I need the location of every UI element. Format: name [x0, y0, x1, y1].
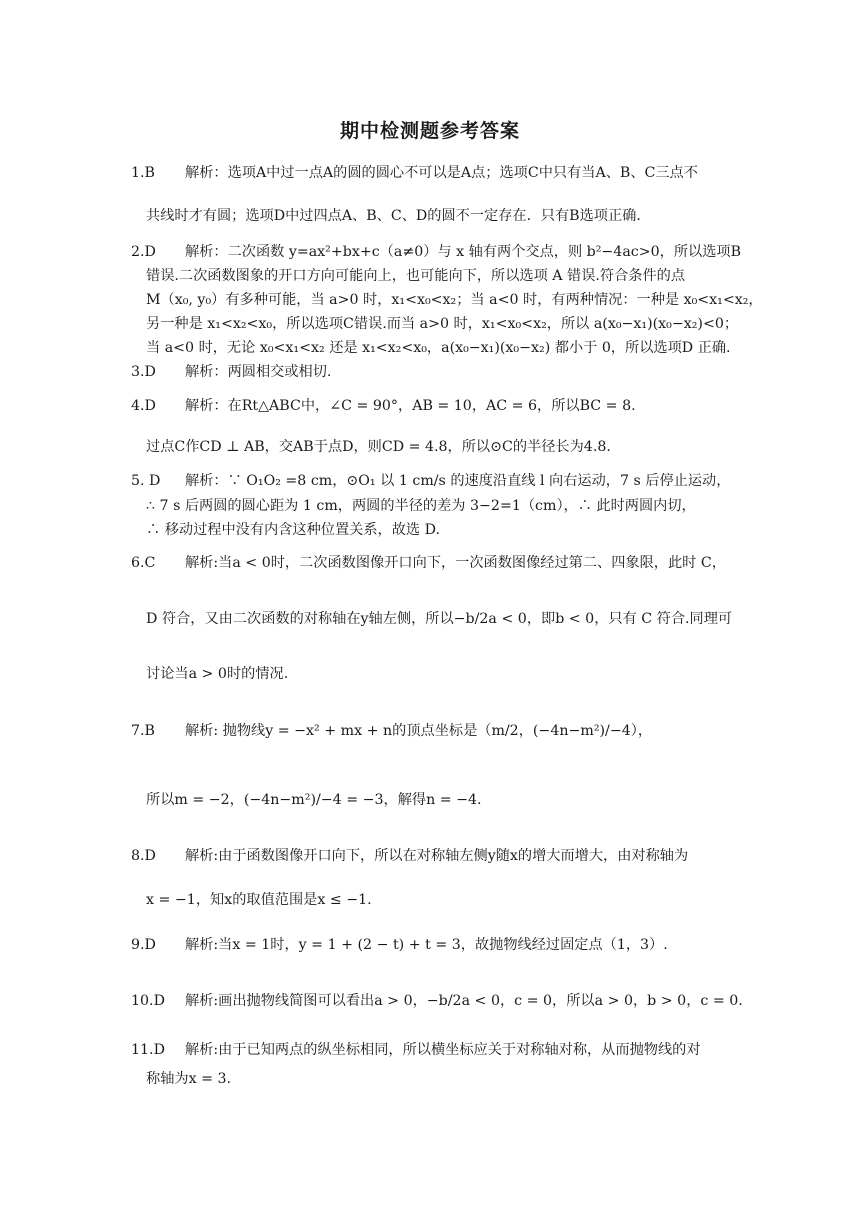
answer-number: 2.D — [131, 244, 156, 260]
answer-number: 5. D — [131, 473, 161, 489]
answer-text: M（x₀, y₀）有多种可能，当 a>0 时，x₁<x₀<x₂；当 a<0 时，有两种情况：一种是 x₀<x₁<x₂， — [146, 292, 763, 308]
answer-line — [131, 241, 741, 263]
answer-line — [146, 663, 288, 685]
answer-text: ∴ 移动过程中没有内含这种位置关系，故选 D. — [146, 522, 440, 538]
answer-line — [131, 162, 698, 184]
answer-line — [131, 361, 331, 383]
answer-text: 解析：两圆相交或相切. — [185, 364, 332, 380]
answer-line — [131, 552, 726, 574]
answer-number: 7.B — [131, 723, 155, 739]
answer-text: 解析：选项A中过一点A的圆的圆心不可以是A点；选项C中只有当A、B、C三点不 — [185, 165, 698, 181]
answer-number: 4.D — [131, 398, 156, 414]
answer-line — [146, 495, 696, 517]
answer-text: 共线时才有圆；选项D中过四点A、B、C、D的圆不一定存在．只有B选项正确． — [146, 208, 651, 224]
answer-text: 解析：∵ O₁O₂ =8 cm，⊙O₁ 以 1 cm/s 的速度沿直线 l 向右运动，7 s 后停止运动， — [185, 473, 731, 489]
answer-text: 解析:由于函数图像开口向下，所以在对称轴左侧y随x的增大而增大，由对称轴为 — [185, 848, 689, 864]
answer-line — [131, 1039, 701, 1061]
answer-line — [146, 608, 732, 630]
answer-text: 解析:由于已知两点的纵坐标相同，所以横坐标应关于对称轴对称，从而抛物线的对 — [185, 1042, 701, 1058]
answer-line — [146, 313, 738, 335]
answer-text: 所以m = −2，(−4n−m²)/−4 = −3，解得n = −4. — [146, 792, 482, 808]
answer-line — [146, 519, 440, 541]
answer-line — [146, 1068, 231, 1090]
answer-text: D 符合，又由二次函数的对称轴在y轴左侧，所以−b/2a < 0，即b < 0，只有 C 符合.同理可 — [146, 611, 733, 627]
answer-text: 过点C作CD ⊥ AB，交AB于点D，则CD = 4.8，所以⊙C的半径长为4.8. — [146, 439, 611, 455]
answer-text: 解析：二次函数 y=ax²+bx+c（a≠0）与 x 轴有两个交点，则 b²−4ac>0，所以选项B — [185, 244, 742, 260]
answer-text: 解析：在Rt△ABC中，∠C = 90°，AB = 10，AC = 6，所以BC = 8. — [185, 398, 636, 414]
answer-text: 另一种是 x₁<x₂<x₀，所以选项C错误.而当 a>0 时，x₁<x₀<x₂，所以 a(x₀−x₁)(x₀−x₂)<0； — [146, 316, 739, 332]
answer-line — [146, 436, 611, 458]
answer-line — [146, 889, 372, 911]
document-title: 期中检测题参考答案 — [339, 120, 520, 142]
answer-line — [131, 720, 652, 742]
answer-text: 讨论当a > 0时的情况. — [146, 666, 289, 682]
answer-line — [146, 205, 651, 227]
answer-line — [131, 845, 688, 867]
answer-text: 错误.二次函数图象的开口方向可能向上，也可能向下，所以选项 A 错误.符合条件的点 — [146, 268, 686, 284]
answer-text: 解析:当x = 1时，y = 1 + (2 − t) + t = 3，故抛物线经过固定点（1，3）. — [185, 937, 668, 953]
answer-number: 1.B — [131, 165, 155, 181]
answer-number: 10.D — [131, 993, 165, 1009]
answer-line — [146, 789, 482, 811]
answer-line — [146, 265, 685, 287]
answer-text: 当 a<0 时，无论 x₀<x₁<x₂ 还是 x₁<x₂<x₀，a(x₀−x₁)(x₀−x₂) 都小于 0，所以选项D 正确. — [146, 340, 731, 356]
answer-line — [131, 470, 730, 492]
answer-number: 11.D — [131, 1042, 165, 1058]
answer-text: 称轴为x = 3. — [146, 1071, 232, 1087]
answer-text: 解析: 抛物线y = −x² + mx + n的顶点坐标是（m/2，(−4n−m²)/−4）， — [185, 723, 653, 739]
answer-number: 3.D — [131, 364, 156, 380]
answer-number: 6.C — [131, 555, 156, 571]
answer-text: x = −1，知x的取值范围是x ≤ −1. — [146, 892, 372, 908]
answer-line — [131, 934, 668, 956]
answer-text: 解析:当a < 0时，二次函数图像开口向下，一次函数图像经过第二、四象限，此时 C， — [185, 555, 726, 571]
answer-line — [146, 289, 763, 311]
answer-line — [131, 990, 743, 1012]
answer-line — [131, 395, 636, 417]
answer-line — [146, 337, 731, 359]
answer-number: 9.D — [131, 937, 156, 953]
answer-number: 8.D — [131, 848, 156, 864]
answer-text: 解析:画出抛物线简图可以看出a > 0，−b/2a < 0，c = 0，所以a > 0，b > 0，c = 0. — [185, 993, 743, 1009]
answer-text: ∴ 7 s 后两圆的圆心距为 1 cm，两圆的半径的差为 3−2=1（cm），∴ 此时两圆内切， — [146, 498, 696, 514]
